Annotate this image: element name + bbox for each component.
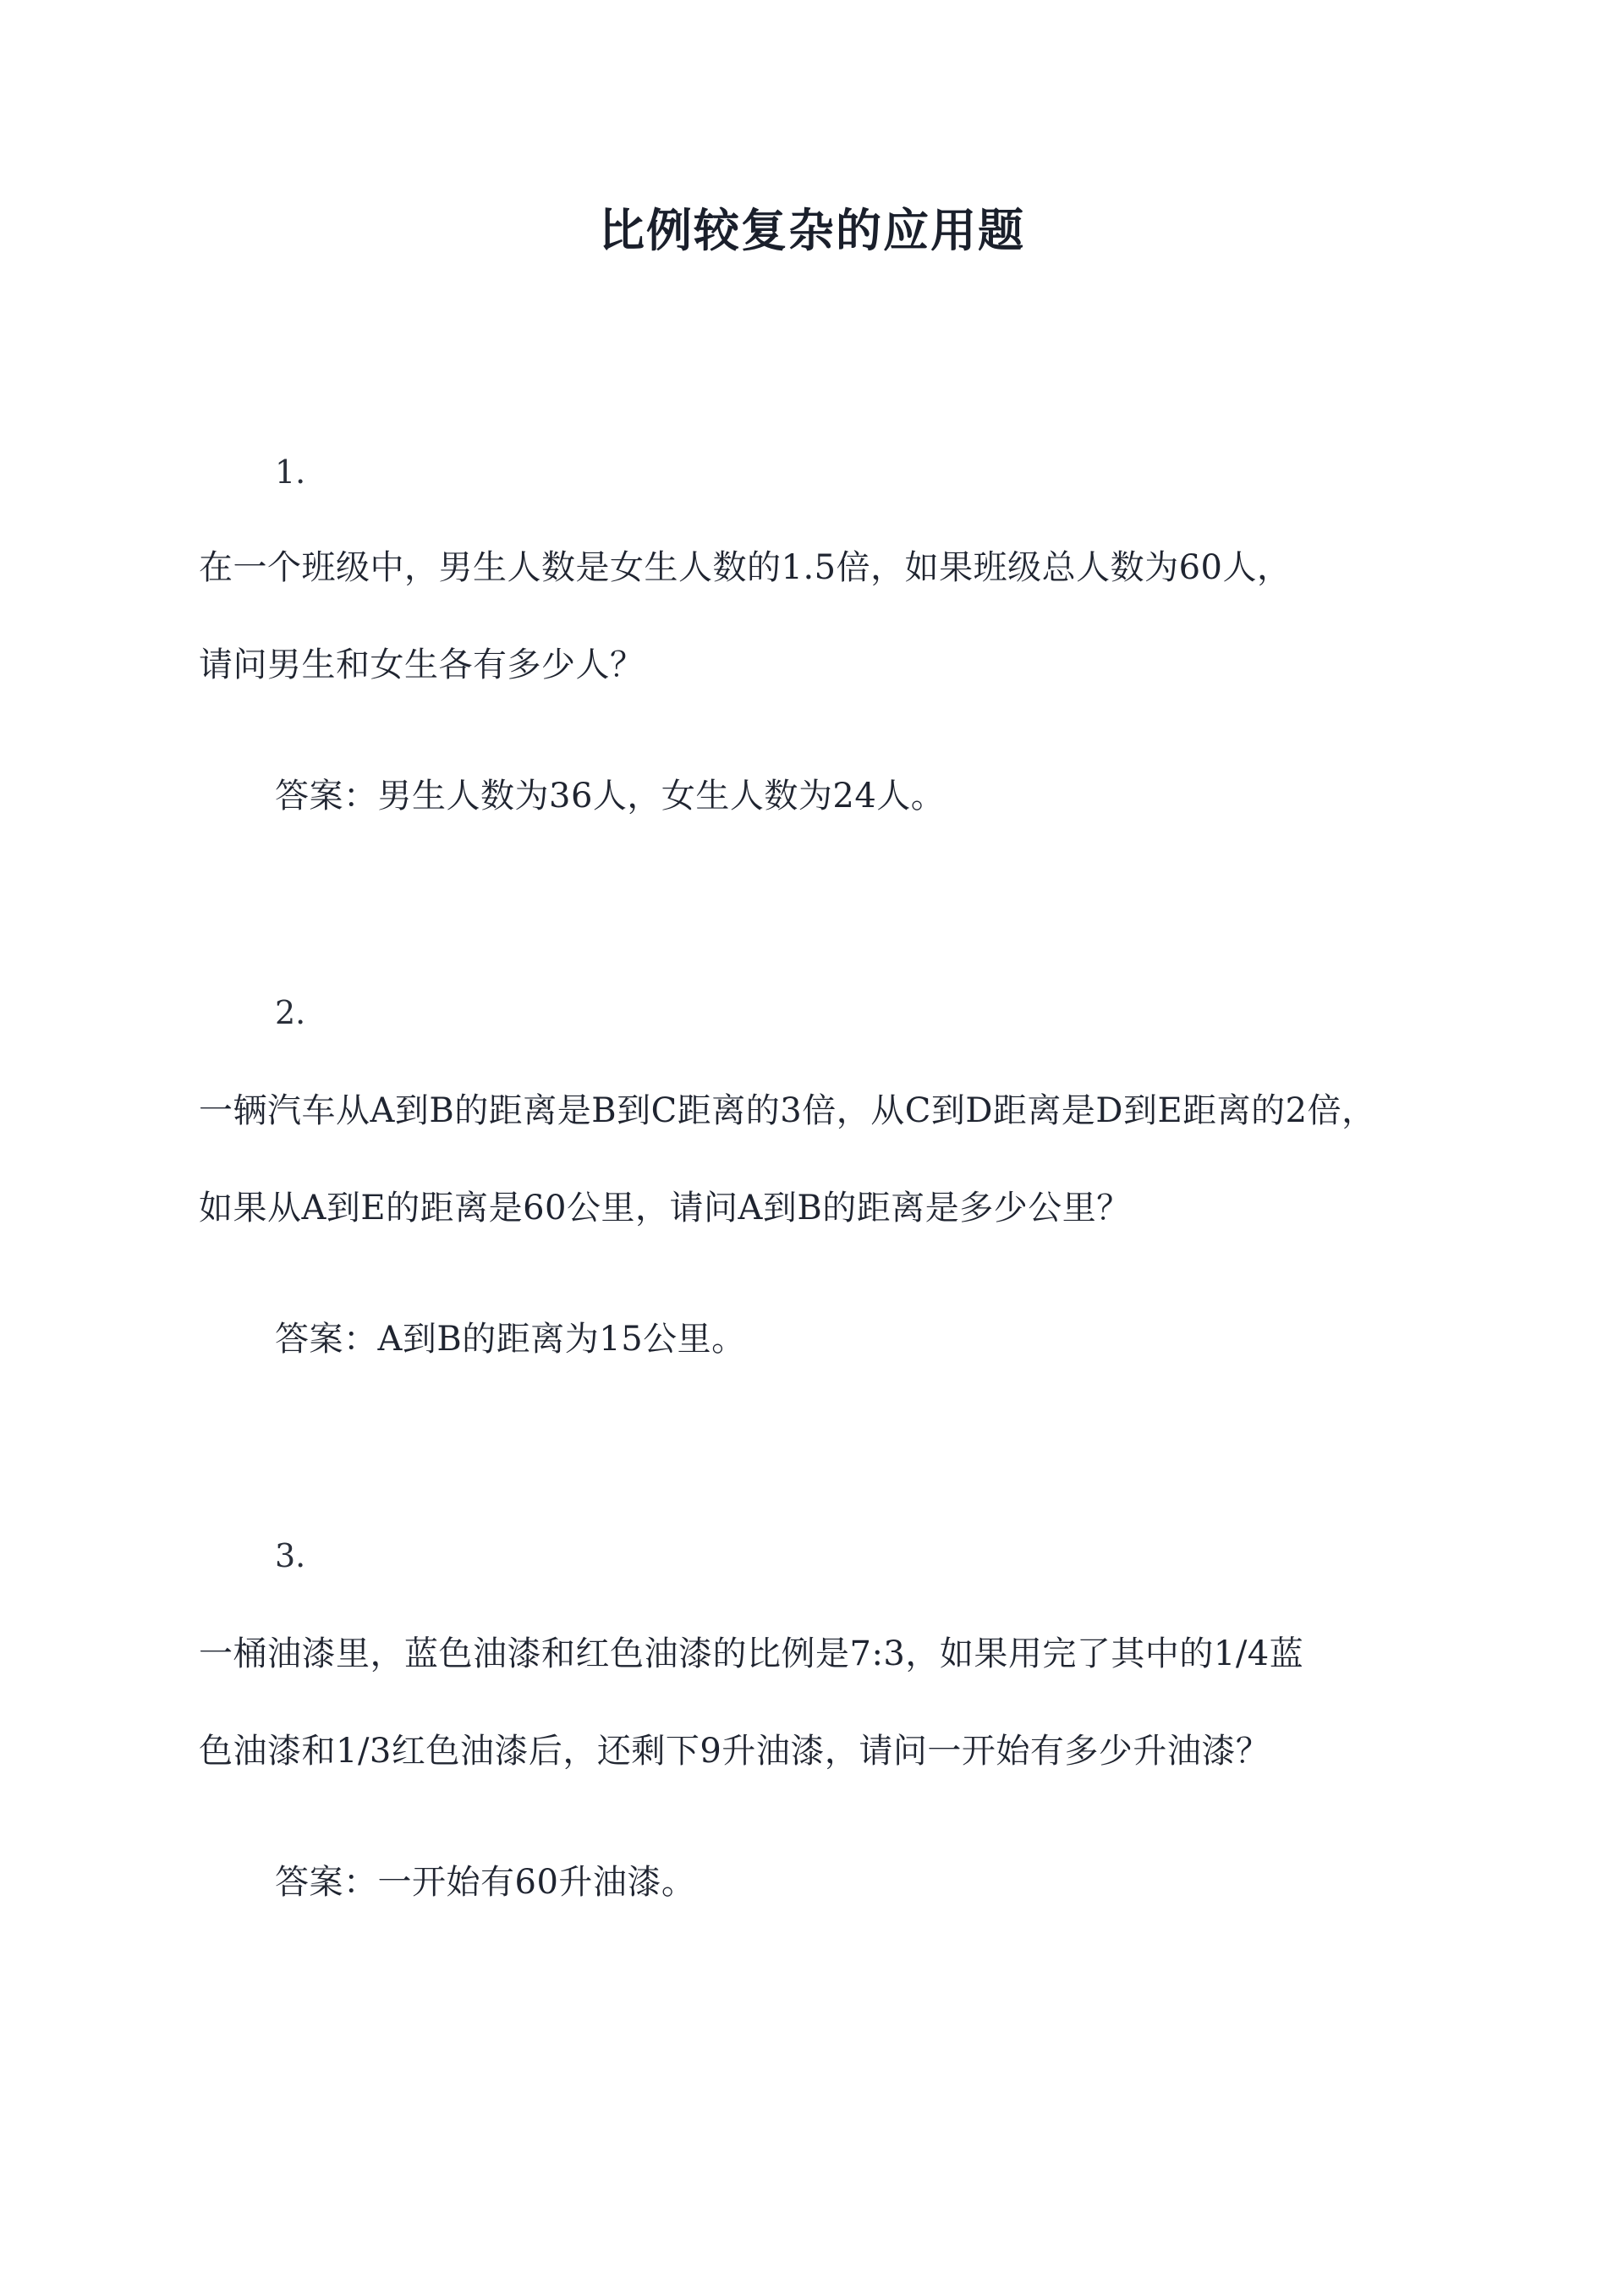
problem-2-number: 2. bbox=[275, 994, 306, 1031]
problem-1-answer: 答案：男生人数为36人，女生人数为24人。 bbox=[275, 777, 946, 816]
problem-3-text-line-2: 色油漆和1/3红色油漆后，还剩下9升油漆，请问一开始有多少升油漆？ bbox=[199, 1732, 1270, 1771]
problem-1-text-line-1: 在一个班级中，男生人数是女生人数的1.5倍，如果班级总人数为60人， bbox=[199, 548, 1292, 587]
problem-3-text-line-1: 一桶油漆里，蓝色油漆和红色油漆的比例是7:3，如果用完了其中的1/4蓝 bbox=[199, 1634, 1304, 1673]
problem-2-answer: 答案：A到B的距离为15公里。 bbox=[275, 1320, 746, 1359]
problem-1-text-line-2: 请问男生和女生各有多少人？ bbox=[199, 645, 645, 684]
problem-1-number: 1. bbox=[275, 453, 306, 491]
page-title: 比例较复杂的应用题 bbox=[599, 203, 1025, 257]
problem-3-answer: 答案：一开始有60升油漆。 bbox=[275, 1863, 696, 1902]
problem-3-number: 3. bbox=[275, 1537, 306, 1574]
problem-2-text-line-2: 如果从A到E的距离是60公里，请问A到B的距离是多少公里？ bbox=[199, 1189, 1131, 1228]
problem-2-text-line-1: 一辆汽车从A到B的距离是B到C距离的3倍，从C到D距离是D到E距离的2倍， bbox=[199, 1091, 1376, 1130]
